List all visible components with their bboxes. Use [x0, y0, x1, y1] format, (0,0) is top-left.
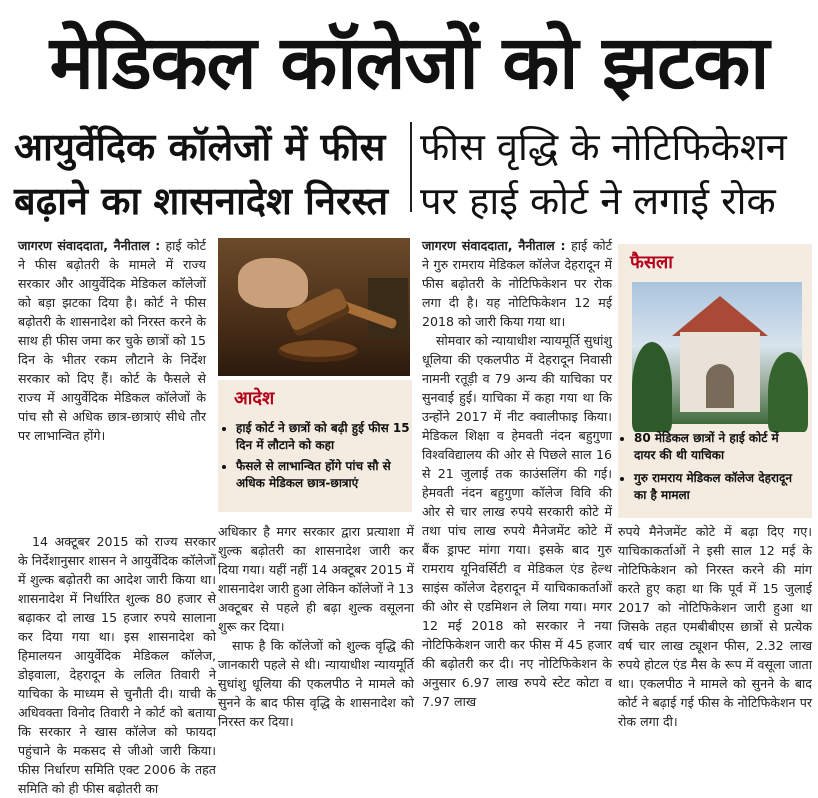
right-story-para-3: रुपये मैनेजमेंट कोटे में बढ़ा दिए गए। याचिकाकर्ताओं ने इसी साल 12 मई के नोटिफिकेशन को निरस्त करने की मांग करते हुए कहा था कि पूर्व में 15 जुलाई 2017 को नोटिफिकेशन जारी हुआ था जिसके तहत एमबीबीएस छात्रों से प्रत्येक वर्ष चार लाख ट्यूशन फीस, 2.32 लाख रुपये होटल एंड मैस के रूप में वसूला जाता था। एकलपीठ ने मामले को सुनने के बाद कोर्ट ने बढ़ाई गई फीस के नोटिफिकेशन पर रोक लगा दी।	[618, 524, 812, 729]
left-story-para-4: साफ है कि कॉलेजों को शुल्क वृद्धि की जानकारी पहले से थी। न्यायाधीश न्यायमूर्ति सुधांशु धूलिया की एकलपीठ ने मामले को सुनने के बाद फीस वृद्धि के शासनादेश को निरस्त कर दिया।	[218, 638, 414, 729]
right-story-para-2: सोमवार को न्यायाधीश न्यायमूर्ति सुधांशु धूलिया की एकलपीठ में देहरादून निवासी नामनी रतूड़ी व 79 अन्य की याचिका पर सुनवाई हुई। याचिका में कहा गया था कि उन्होंने 2017 में नीट क्वालीफाइ किया। मेडिकल शिक्षा व हेमवती नंदन बहुगुणा विश्वविद्यालय की ओर से पिछले साल 16 से 21 जुलाई तक काउंसलिंग की गई। हेमवती नंदन बहुगुणा कॉलेज विवि की ओर से चार लाख रुपये सरकारी कोटे में तथा पांच लाख रुपये मैनेजमेंट कोटे में बैंक ड्राफ्ट मांगा गया। इसके बाद गुरु रामराय यूनिवर्सिटी व मेडिकल एंड हेल्थ साइंस कॉलेज देहरादून में याचिकाकर्ताओं की ओर से एडमिशन ले लिया गया। मगर 12 मई 2018 को सरकार ने नया नोटिफिकेशन जारी कर फीस में 45 हजार की बढ़ोतरी कर दी। नए नोटिफिकेशन के अनुसार 6.97 लाख रुपये स्टेट कोटा व 7.97 लाख	[422, 333, 612, 709]
order-item: • फैसले से लाभान्वित होंगे पांच सौ से अधिक मेडिकल छात्र-छात्राएं	[236, 458, 412, 492]
right-subheadline: फीस वृद्धि के नोटिफिकेशन पर हाई कोर्ट ने लगाई रोक	[420, 125, 787, 223]
verdict-item: • 80 मेडिकल छात्रों ने हाई कोर्ट में दायर की थी याचिका	[634, 430, 804, 464]
left-subheadline: आयुर्वेदिक कॉलेजों में फीस बढ़ाने का शासनादेश निरस्त	[14, 125, 388, 223]
verdict-box-title: फैसला	[618, 244, 812, 282]
right-story-column-2	[618, 522, 812, 744]
gavel-photo	[218, 238, 410, 376]
order-box-title: आदेश	[234, 388, 275, 409]
right-story-para-1: हाई कोर्ट ने गुरु रामराय मेडिकल कॉलेज देहरादून में फीस बढ़ोतरी के नोटिफिकेशन पर रोक लगा दी है। यह नोटिफिकेशन 12 मई 2018 को जारी किया गया था।	[422, 238, 613, 329]
left-story-para-1: हाई कोर्ट ने फीस बढ़ोतरी के मामले में राज्य सरकार और आयुर्वेदिक मेडिकल कॉलेजों को बड़ा झटका दिया है। कोर्ट ने फीस बढ़ोतरी के शासनादेश को निरस्त करने के साथ ही फीस जमा कर चुके छात्रों को 15 दिन के भीतर रकम लौटाने के निर्देश सरकार को दिए हैं। कोर्ट के फैसले से राज्य में आयुर्वेदिक मेडिकल कॉलेजों के पांच सौ से अधिक छात्र-छात्राएं सीधे तौर पर लाभान्वित होंगे।	[18, 238, 206, 443]
order-box	[218, 380, 412, 512]
right-story-column-1	[422, 236, 612, 744]
verdict-box	[618, 244, 812, 518]
left-story-para-3: अधिकार है मगर सरकार द्वारा प्रत्याशा में शुल्क बढ़ोतरी का शासनादेश जारी कर दिया गया। यहीं नहीं 14 अक्टूबर 2015 में शासनादेश जारी हुआ लेकिन कॉलेजों ने 13 अक्टूबर से पहले ही बढ़ा शुल्क वसूलना शुरू कर दिया।	[218, 524, 414, 634]
left-story-column-1	[18, 236, 206, 445]
left-story-column-2	[218, 522, 414, 744]
verdict-item: • गुरु रामराय मेडिकल कॉलेज देहरादून का है मामला	[634, 470, 804, 504]
left-story-column-1b	[18, 532, 216, 796]
high-court-photo	[632, 282, 802, 424]
left-story-para-2: 14 अक्टूबर 2015 को राज्य सरकार के निर्देशानुसार शासन ने आयुर्वेदिक कॉलेजों में शुल्क बढ़ोतरी का आदेश जारी किया था। शासनादेश में निर्धारित शुल्क 80 हजार से बढ़ाकर दो लाख 15 हजार रुपये सालाना कर दिया गया था। इस शासनादेश को हिमालयन आयुर्वेदिक मेडिकल कॉलेज, डोइवाला, देहरादून के ललित तिवारी ने याचिका के माध्यम से चुनौती दी। याची के अधिवक्ता विनोद तिवारी ने कोर्ट को बताया कि सरकार ने खास कॉलेज को फायदा पहुंचाने के मकसद से जीओ जारी किया। फीस निर्धारण समिति एक्ट 2006 के तहत समिति को ही फीस बढ़ोतरी का	[18, 534, 216, 796]
order-item: • हाई कोर्ट ने छात्रों को बढ़ी हुई फीस 15 दिन में लौटाने को कहा	[236, 420, 412, 454]
left-story-byline: जागरण संवाददाता, नैनीताल :	[18, 238, 161, 253]
column-divider	[410, 122, 412, 212]
right-story-byline: जागरण संवाददाता, नैनीताल :	[422, 238, 566, 253]
page-headline: मेडिकल कॉलेजों को झटका	[49, 19, 769, 106]
